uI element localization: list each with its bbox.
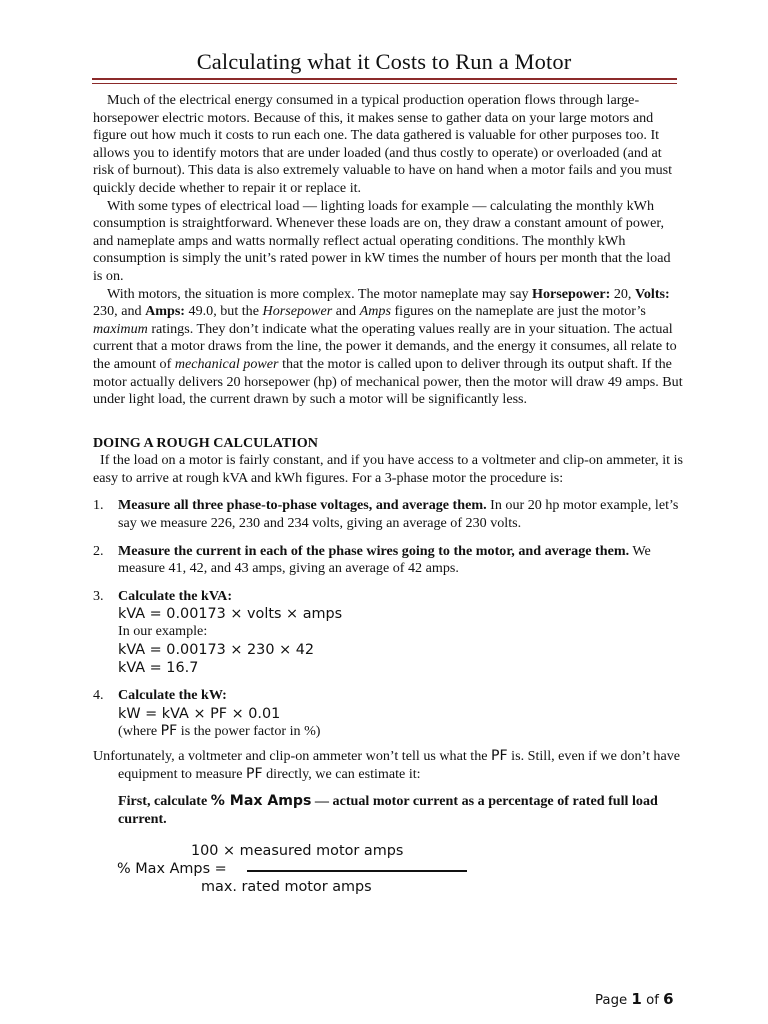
paragraph-lighting-loads: With some types of electrical load — lighting loads for example — calculating the monthly kWh consumption is straightforward. Whenever these loads are on, they draw a constant amount of power, and nameplate amps and watts normally reflect actual operating conditions. The monthly kWh consumption is simply the unit’s rated power in kW times the number of hours per month that the load is on.	[93, 197, 671, 284]
paragraph-motors: With motors, the situation is more complex. The motor nameplate may say Horsepower: 20, Volts: 230, and Amps: 49.0, but the Horsepower and Amps figures on the nameplate are just the motor’s maximum ratings. They don’t indicate what the operating values really are in your situation. The actual current that a motor draws from the line, the power it demands, and the energy it consumes, all relate to the amount of mechanical power that the motor is called upon to deliver through its output shaft. If the motor actually delivers 20 horsepower (hp) of mechanical power, then the motor will draw 49 amps. But under light load, the current drawn by such a motor will be significantly less.	[93, 285, 683, 408]
step-number: 3.	[93, 587, 104, 604]
step-number: 2.	[93, 542, 104, 559]
fraction-bar	[247, 870, 467, 872]
kva-example-formula: kVA = 0.00173 × 230 × 42	[118, 642, 315, 659]
section-heading: DOING A ROUGH CALCULATION	[93, 434, 318, 451]
step-4	[93, 687, 683, 740]
step-text: We measure 41, 42, and 43 amps, giving an average of 42 amps.	[118, 542, 651, 577]
example-label: In our example:	[118, 623, 208, 640]
step-title: Calculate the kVA:	[118, 587, 233, 604]
pf-note: (where PF is the power factor in %)	[118, 722, 321, 739]
step-text: In our 20 hp motor example, let’s say we measure 226, 230 and 234 volts, giving an average of 230 volts.	[118, 497, 679, 532]
max-amps-formula	[117, 843, 683, 905]
paragraph-intro: Much of the electrical energy consumed in a typical production operation flows through large-horsepower electric motors. Because of this, it makes sense to gather data on your large motors and figure out how much it costs to run each one. The data gathered is valuable for other purposes too. It allows you to identify motors that are under loaded (and thus costly to operate) or overloaded (and at risk of burnout). This data is also extremely valuable to have on hand when a motor fails and you must quickly decide whether to repair it or replace it.	[93, 92, 673, 196]
document-body	[93, 92, 683, 905]
paragraph-unfortunately: Unfortunately, a voltmeter and clip-on ammeter won’t tell us what the PF is. Still, even if we don’t have equipment to measure PF directly, we can estimate it:	[93, 748, 680, 782]
step-number: 4.	[93, 687, 104, 704]
formula-lhs: % Max Amps =	[117, 860, 227, 877]
kva-formula: kVA = 0.00173 × volts × amps	[118, 606, 343, 623]
step-1	[93, 497, 683, 532]
page-number-footer: Page 1 of 6	[595, 990, 674, 1008]
step-title: Calculate the kW:	[118, 687, 227, 704]
section-intro: If the load on a motor is fairly constant, and if you have access to a voltmeter and clip-on ammeter, it is easy to arrive at rough kVA and kWh figures. For a 3-phase motor the procedure is:	[93, 452, 683, 486]
step-title: Measure all three phase-to-phase voltages, and average them.	[118, 497, 487, 514]
formula-numerator: 100 × measured motor amps	[191, 842, 404, 859]
page-title: Calculating what it Costs to Run a Motor	[196, 49, 572, 74]
step-3	[93, 588, 683, 677]
title-rule-thick	[92, 78, 677, 80]
kva-example-result: kVA = 16.7	[118, 660, 199, 677]
step-2	[93, 543, 683, 578]
title-rule-thin	[92, 83, 677, 84]
kw-formula: kW = kVA × PF × 0.01	[118, 705, 281, 722]
step-number: 1.	[93, 497, 104, 514]
formula-denominator: max. rated motor amps	[201, 878, 372, 895]
step-title: Measure the current in each of the phase wires going to the motor, and average them.	[118, 542, 630, 559]
paragraph-first-calculate: First, calculate % Max Amps — actual motor current as a percentage of rated full load current.	[118, 793, 658, 827]
